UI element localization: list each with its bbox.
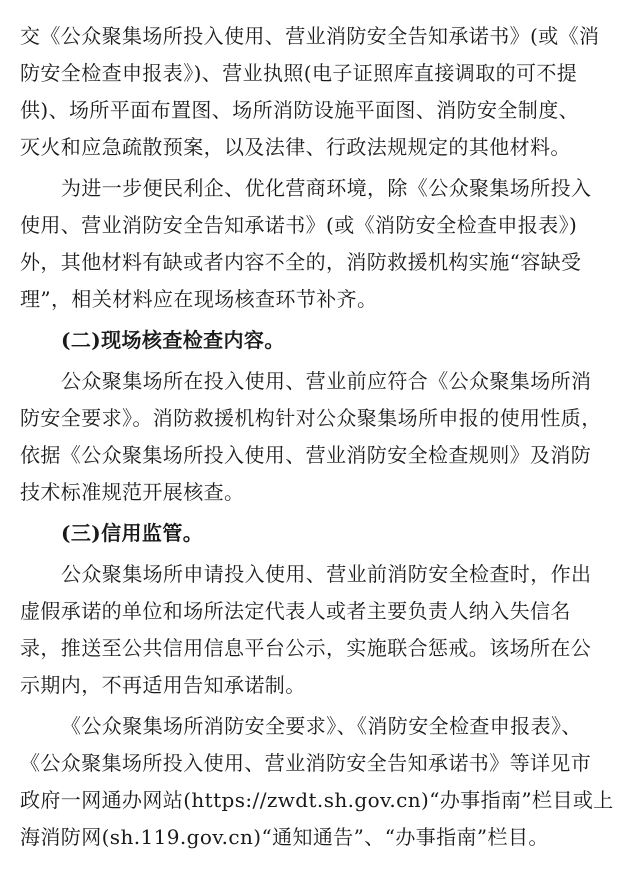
paragraph-line: 依据《公众聚集场所投入使用、营业消防安全检查规则》及消防 [20,443,592,467]
paragraph-line: 供)、场所平面布置图、场所消防设施平面图、消防安全制度、 [20,98,580,122]
paragraph-line: 灭火和应急疏散预案，以及法律、行政法规规定的其他材料。 [20,135,571,159]
paragraph-line: 虚假承诺的单位和场所法定代表人或者主要负责人纳入失信名 [20,599,571,623]
paragraph-line: 防安全要求》。消防救援机构针对公众聚集场所申报的使用性质， [20,406,602,430]
paragraph-line: 交《公众聚集场所投入使用、营业消防安全告知承诺书》(或《消 [20,24,600,48]
paragraph-line: 理”，相关材料应在现场核查环节补齐。 [20,287,378,311]
section-heading: (三)信用监管。 [61,521,204,545]
paragraph-line: 示期内，不再适用告知承诺制。 [20,673,306,697]
paragraph-line: 防安全检查申报表》)、营业执照(电子证照库直接调取的可不提 [20,61,578,85]
paragraph-line: 使用、营业消防安全告知承诺书》(或《消防安全检查申报表》) [20,213,578,237]
paragraph-line: 《公众聚集场所投入使用、营业消防安全告知承诺书》等详见市 [20,751,592,775]
paragraph-line: 外，其他材料有缺或者内容不全的，消防救援机构实施“容缺受 [20,250,582,274]
paragraph-line: 政府一网通办网站(https://zwdt.sh.gov.cn)“办事指南”栏目或上 [20,788,614,812]
paragraph-line: 录，推送至公共信用信息平台公示，实施联合惩戒。该场所在公 [20,636,592,660]
section-heading: (二)现场核查检查内容。 [61,328,285,352]
paragraph-line: 技术标准规范开展核查。 [20,480,245,504]
paragraph-line: 为进一步便民利企、优化营商环境，除《公众聚集场所投入 [61,176,592,200]
paragraph-line: 海消防网(sh.119.gov.cn)“通知通告”、“办事指南”栏目。 [20,825,549,849]
paragraph-line: 《公众聚集场所消防安全要求》、《消防安全检查申报表》、 [61,714,582,738]
paragraph-line: 公众聚集场所申请投入使用、营业前消防安全检查时，作出 [61,562,592,586]
paragraph-line: 公众聚集场所在投入使用、营业前应符合《公众聚集场所消 [61,369,592,393]
